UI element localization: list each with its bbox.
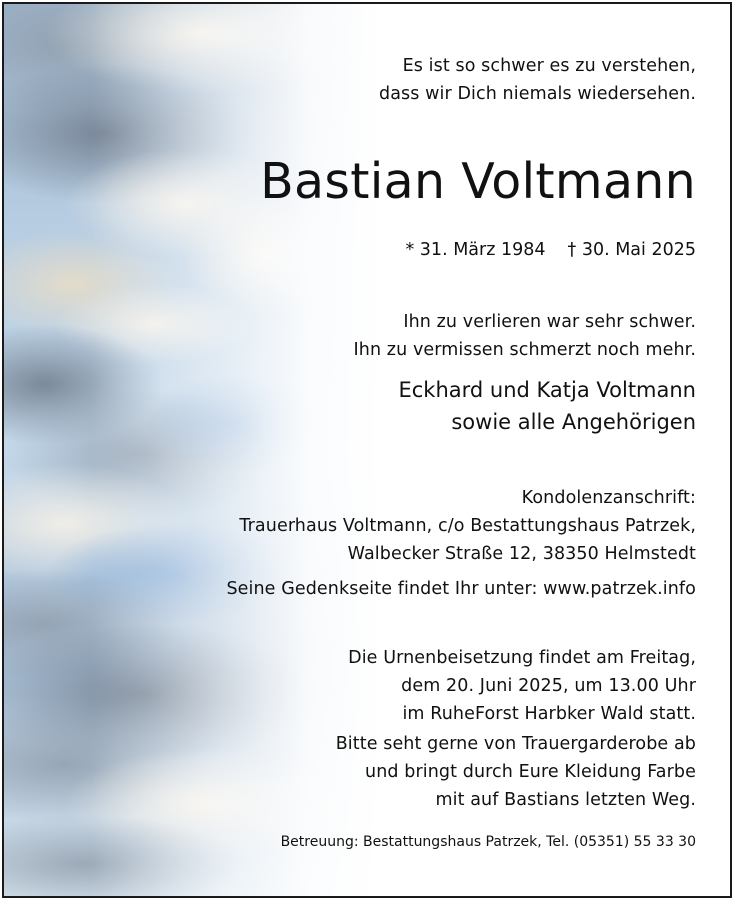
birth-date: * 31. März 1984	[405, 240, 546, 260]
mourners	[398, 374, 696, 438]
request-line-1: Bitte seht gerne von Trauergarderobe ab	[335, 734, 696, 754]
deceased-name: Bastian Voltmann	[260, 153, 696, 210]
ceremony-line-1: Die Urnenbeisetzung findet am Freitag,	[348, 648, 696, 668]
ceremony-info	[348, 644, 696, 728]
memorial-page-note: Seine Gedenkseite findet Ihr unter: www.patrzek.info	[226, 579, 696, 599]
request-line-2: und bringt durch Eure Kleidung Farbe	[365, 762, 696, 782]
obituary-frame	[2, 2, 732, 898]
opening-verse-line-2: dass wir Dich niemals wiedersehen.	[378, 84, 696, 104]
mourners-line-2: sowie alle Angehörigen	[451, 410, 696, 434]
ceremony-line-3: im RuheForst Harbker Wald statt.	[402, 704, 696, 724]
dress-request	[336, 730, 696, 814]
life-dates	[405, 237, 696, 263]
second-verse-line-2: Ihn zu vermissen schmerzt noch mehr.	[353, 340, 696, 360]
ceremony-line-2: dem 20. Juni 2025, um 13.00 Uhr	[401, 676, 696, 696]
second-verse-line-1: Ihn zu verlieren war sehr schwer.	[403, 312, 696, 332]
request-line-3: mit auf Bastians letzten Weg.	[435, 790, 696, 810]
second-verse	[354, 308, 697, 364]
condolence-line-2: Walbecker Straße 12, 38350 Helmstedt	[347, 544, 696, 564]
mourners-line-1: Eckhard und Katja Voltmann	[398, 378, 696, 402]
condolence-line-1: Trauerhaus Voltmann, c/o Bestattungshaus Patrzek,	[239, 516, 696, 536]
condolence-address	[239, 484, 696, 568]
opening-verse	[379, 52, 696, 108]
condolence-heading: Kondolenzanschrift:	[521, 488, 696, 508]
death-date: † 30. Mai 2025	[567, 240, 696, 260]
opening-verse-line-1: Es ist so schwer es zu verstehen,	[402, 56, 696, 76]
funeral-home-footer: Betreuung: Bestattungshaus Patrzek, Tel. (05351) 55 33 30	[280, 834, 696, 850]
